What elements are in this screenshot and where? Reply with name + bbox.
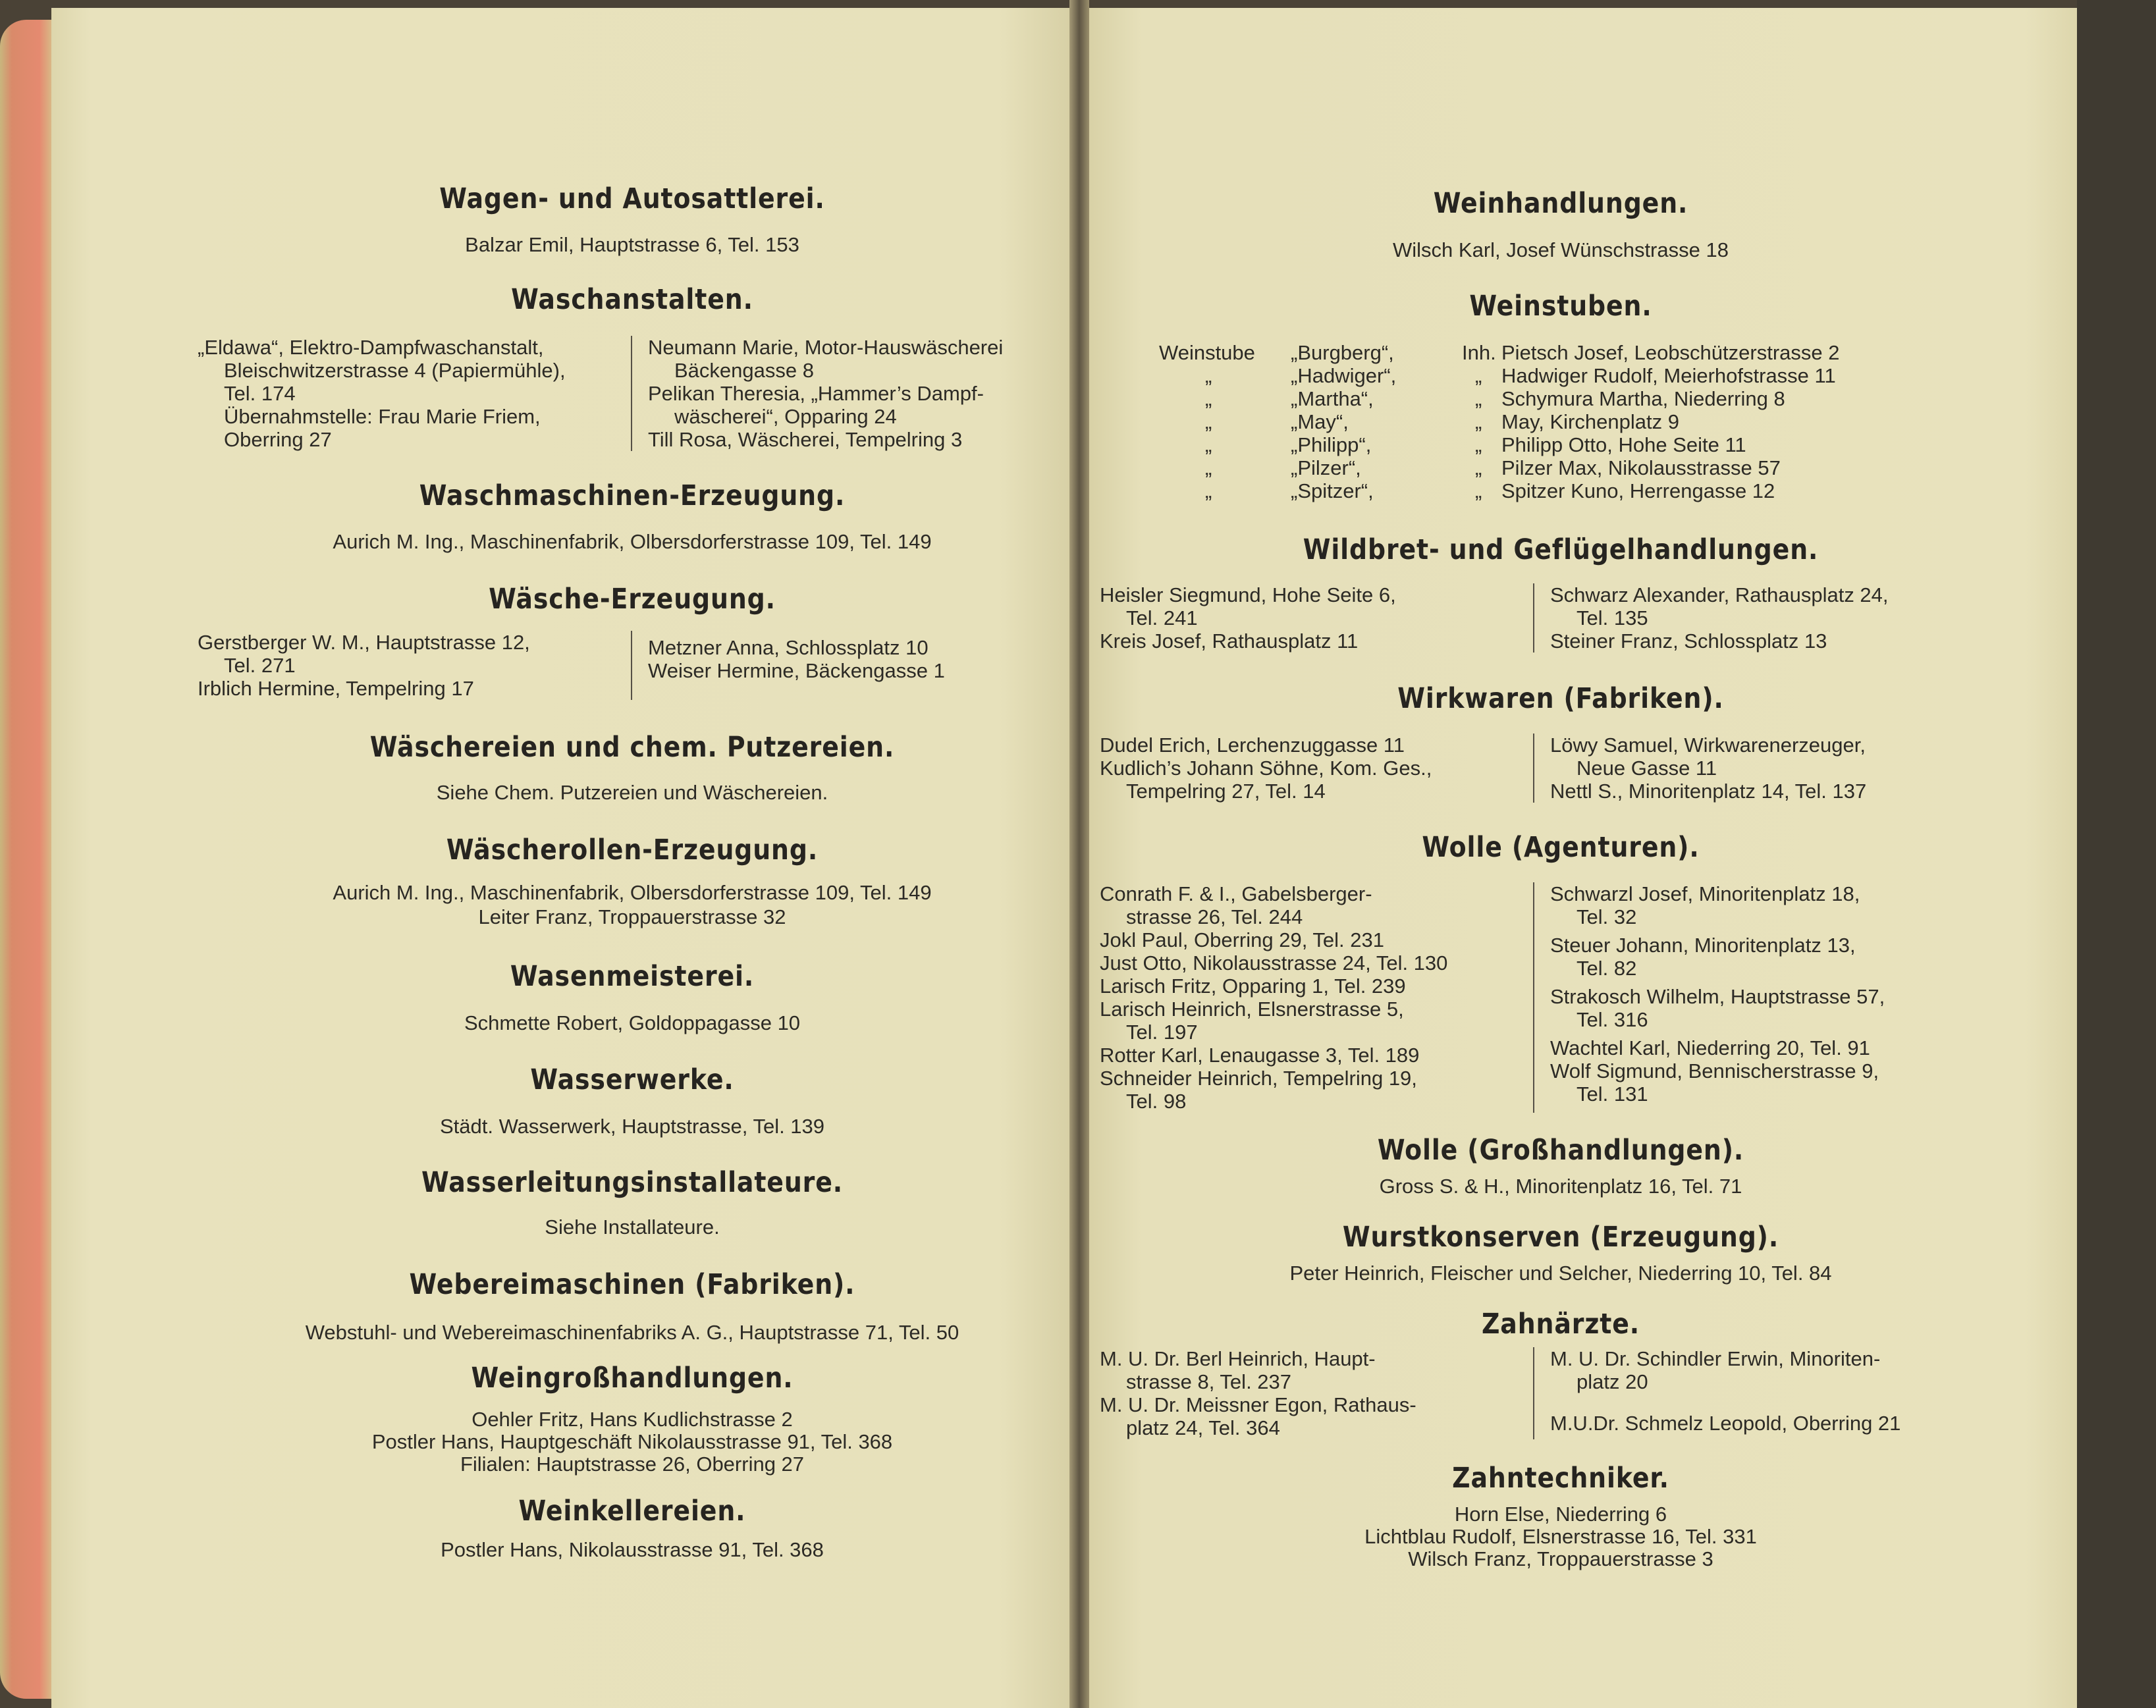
list-col-2 bbox=[1534, 583, 1969, 653]
entry-type: „ bbox=[1205, 387, 1212, 410]
wine-bar-list bbox=[1159, 341, 1839, 502]
section-title: Wasserleitungsinstallateure. bbox=[421, 1166, 844, 1199]
entry-line: Wilsch Karl, Josef Wünschstrasse 18 bbox=[1393, 238, 1729, 261]
entry-owner-label: „ bbox=[1475, 410, 1482, 433]
list-col-1 bbox=[1100, 1347, 1534, 1439]
entry-line: „Eldawa“, Elektro-Dampfwaschanstalt, bbox=[198, 336, 544, 359]
list-col-2 bbox=[632, 336, 1067, 451]
entry-line: Larisch Fritz, Opparing 1, Tel. 239 bbox=[1100, 974, 1406, 998]
section-title: Wildbret- und Geflügelhandlungen. bbox=[1303, 533, 1819, 566]
entry-line: Tel. 135 bbox=[1577, 606, 1648, 629]
entry-line: M. U. Dr. Meissner Egon, Rathaus- bbox=[1100, 1393, 1416, 1416]
entry-line: strasse 8, Tel. 237 bbox=[1126, 1370, 1292, 1393]
section-title: Weinhandlungen. bbox=[1433, 187, 1688, 220]
entry-type: Weinstube bbox=[1159, 341, 1255, 364]
entry-line: Tel. 174 bbox=[224, 382, 296, 405]
entry-line: Lichtblau Rudolf, Elsnerstrasse 16, Tel. 331 bbox=[1364, 1525, 1757, 1548]
entry-line: Wilsch Franz, Troppauerstrasse 3 bbox=[1408, 1547, 1713, 1570]
entry-line: M. U. Dr. Schindler Erwin, Minoriten- bbox=[1550, 1347, 1881, 1370]
section-title: Wäschereien und chem. Putzereien. bbox=[369, 731, 895, 764]
entry-line: Schneider Heinrich, Tempelring 19, bbox=[1100, 1067, 1417, 1090]
entry-line: M.U.Dr. Schmelz Leopold, Oberring 21 bbox=[1550, 1412, 1901, 1435]
list-item bbox=[1159, 479, 1839, 502]
two-column-list bbox=[1100, 1347, 1969, 1439]
list-item bbox=[1159, 456, 1839, 479]
entry-line: Webstuhl- und Webereimaschinenfabriks A. G., Hauptstrasse 71, Tel. 50 bbox=[305, 1321, 959, 1344]
entry-line: Schmette Robert, Goldoppagasse 10 bbox=[464, 1011, 801, 1034]
entry-line: Postler Hans, Hauptgeschäft Nikolausstrasse 91, Tel. 368 bbox=[371, 1430, 893, 1453]
entry-line: Irblich Hermine, Tempelring 17 bbox=[198, 677, 474, 700]
entry-line: Schwarzl Josef, Minoritenplatz 18, bbox=[1550, 882, 1860, 905]
entry-owner: Schymura Martha, Niederring 8 bbox=[1501, 387, 1785, 410]
entry-line: Tempelring 27, Tel. 14 bbox=[1126, 780, 1326, 803]
entry-type: „ bbox=[1205, 433, 1212, 456]
list-item bbox=[1159, 410, 1839, 433]
entry-line: Filialen: Hauptstrasse 26, Oberring 27 bbox=[460, 1453, 805, 1476]
list-item bbox=[1159, 364, 1839, 387]
entry-owner-label: „ bbox=[1475, 479, 1482, 502]
entry-line: Kreis Josef, Rathausplatz 11 bbox=[1100, 629, 1359, 653]
entry-line: Steiner Franz, Schlossplatz 13 bbox=[1550, 629, 1827, 653]
entry-line: Kudlich’s Johann Söhne, Kom. Ges., bbox=[1100, 757, 1432, 780]
section-title: Wagen- und Autosattlerei. bbox=[439, 182, 825, 215]
entry-owner: Pietsch Josef, Leobschützerstrasse 2 bbox=[1501, 341, 1840, 364]
entry-line: Peter Heinrich, Fleischer und Selcher, Niederring 10, Tel. 84 bbox=[1289, 1262, 1832, 1285]
entry-owner-label: Inh. bbox=[1462, 341, 1496, 364]
entry-line: Weiser Hermine, Bäckengasse 1 bbox=[648, 659, 945, 682]
entry-line: Steuer Johann, Minoritenplatz 13, bbox=[1550, 934, 1856, 957]
list-col-1 bbox=[198, 336, 632, 451]
two-column-list bbox=[1100, 882, 1969, 1113]
entry-line: Bleischwitzerstrasse 4 (Papiermühle), bbox=[224, 359, 566, 382]
section-title: Weinstuben. bbox=[1469, 290, 1652, 323]
entry-owner: Philipp Otto, Hohe Seite 11 bbox=[1501, 433, 1746, 456]
entry-line: Larisch Heinrich, Elsnerstrasse 5, bbox=[1100, 998, 1404, 1021]
two-column-list bbox=[1100, 734, 1969, 803]
section-title: Wäsche-Erzeugung. bbox=[489, 583, 776, 616]
book-gutter bbox=[1069, 0, 1089, 1708]
entry-line: Aurich M. Ing., Maschinenfabrik, Olbersdorferstrasse 109, Tel. 149 bbox=[333, 530, 932, 553]
entry-name: „Philipp“, bbox=[1291, 433, 1372, 456]
entry-line: Siehe Chem. Putzereien und Wäschereien. bbox=[436, 781, 828, 804]
entry-line: Conrath F. & I., Gabelsberger- bbox=[1100, 882, 1372, 905]
list-col-2 bbox=[1534, 1347, 1969, 1439]
entry-line: Jokl Paul, Oberring 29, Tel. 231 bbox=[1100, 928, 1384, 951]
entry-name: „Martha“, bbox=[1291, 387, 1374, 410]
list-item bbox=[1159, 387, 1839, 410]
entry-line: Heisler Siegmund, Hohe Seite 6, bbox=[1100, 583, 1396, 606]
entry-line: Tel. 82 bbox=[1577, 957, 1637, 980]
entry-line: Tel. 241 bbox=[1126, 606, 1198, 629]
list-col-1 bbox=[1100, 583, 1534, 653]
entry-type: „ bbox=[1205, 479, 1212, 502]
section-title: Wasserwerke. bbox=[530, 1063, 734, 1096]
list-col-1 bbox=[198, 631, 632, 700]
entry-owner: Spitzer Kuno, Herrengasse 12 bbox=[1501, 479, 1775, 502]
entry-owner-label: „ bbox=[1475, 433, 1482, 456]
section-title: Wurstkonserven (Erzeugung). bbox=[1342, 1221, 1779, 1254]
list-col-2 bbox=[632, 631, 1067, 700]
entry-owner: May, Kirchenplatz 9 bbox=[1501, 410, 1679, 433]
entry-line: Oehler Fritz, Hans Kudlichstrasse 2 bbox=[472, 1408, 793, 1431]
list-item bbox=[1159, 433, 1839, 456]
entry-line: Tel. 32 bbox=[1577, 905, 1637, 928]
entry-line: Neue Gasse 11 bbox=[1577, 757, 1717, 780]
background bbox=[2077, 0, 2156, 1708]
section-title: Webereimaschinen (Fabriken). bbox=[409, 1268, 855, 1301]
entry-line: platz 20 bbox=[1577, 1370, 1648, 1393]
entry-line: Neumann Marie, Motor-Hauswäscherei bbox=[648, 336, 1004, 359]
list-col-1 bbox=[1100, 734, 1534, 803]
entry-owner: Pilzer Max, Nikolausstrasse 57 bbox=[1501, 456, 1781, 479]
list-col-2 bbox=[1534, 734, 1969, 803]
entry-owner-label: „ bbox=[1475, 387, 1482, 410]
entry-line: Leiter Franz, Troppauerstrasse 32 bbox=[478, 905, 786, 928]
entry-line: Gerstberger W. M., Hauptstrasse 12, bbox=[198, 631, 530, 654]
entry-line: strasse 26, Tel. 244 bbox=[1126, 905, 1303, 928]
entry-name: „Pilzer“, bbox=[1291, 456, 1361, 479]
two-column-list bbox=[198, 336, 1067, 451]
two-column-list bbox=[1100, 583, 1969, 653]
entry-line: Aurich M. Ing., Maschinenfabrik, Olbersdorferstrasse 109, Tel. 149 bbox=[333, 881, 932, 904]
entry-name: „Hadwiger“, bbox=[1291, 364, 1397, 387]
entry-line: Gross S. & H., Minoritenplatz 16, Tel. 71 bbox=[1379, 1175, 1742, 1198]
two-column-list bbox=[198, 631, 1067, 700]
entry-line: Balzar Emil, Hauptstrasse 6, Tel. 153 bbox=[465, 233, 799, 256]
entry-line: Oberring 27 bbox=[224, 428, 332, 451]
entry-line: Tel. 316 bbox=[1577, 1008, 1648, 1031]
entry-line: Tel. 131 bbox=[1577, 1082, 1648, 1106]
entry-owner: Hadwiger Rudolf, Meierhofstrasse 11 bbox=[1501, 364, 1836, 387]
entry-line: Rotter Karl, Lenaugasse 3, Tel. 189 bbox=[1100, 1044, 1420, 1067]
entry-line: Just Otto, Nikolausstrasse 24, Tel. 130 bbox=[1100, 951, 1448, 974]
entry-line: Till Rosa, Wäscherei, Tempelring 3 bbox=[648, 428, 963, 451]
entry-line: Tel. 197 bbox=[1126, 1021, 1198, 1044]
entry-line: Siehe Installateure. bbox=[545, 1215, 720, 1239]
entry-line: Schwarz Alexander, Rathausplatz 24, bbox=[1550, 583, 1889, 606]
list-col-2 bbox=[1534, 882, 1969, 1113]
section-title: Wolle (Großhandlungen). bbox=[1377, 1134, 1744, 1167]
entry-line: Pelikan Theresia, „Hammer’s Dampf- bbox=[648, 382, 984, 405]
entry-line: Städt. Wasserwerk, Hauptstrasse, Tel. 139 bbox=[439, 1115, 825, 1138]
entry-line: Dudel Erich, Lerchenzuggasse 11 bbox=[1100, 734, 1405, 757]
section-title: Wasenmeisterei. bbox=[510, 960, 755, 993]
entry-line: wäscherei“, Opparing 24 bbox=[674, 405, 897, 428]
section-title: Waschmaschinen-Erzeugung. bbox=[419, 479, 846, 512]
section-title: Zahnärzte. bbox=[1481, 1308, 1640, 1341]
section-title: Weingroßhandlungen. bbox=[471, 1362, 794, 1395]
entry-line: Strakosch Wilhelm, Hauptstrasse 57, bbox=[1550, 985, 1885, 1008]
section-title: Wolle (Agenturen). bbox=[1422, 831, 1700, 864]
section-title: Zahntechniker. bbox=[1452, 1462, 1669, 1495]
section-title: Waschanstalten. bbox=[511, 283, 753, 316]
entry-name: „Spitzer“, bbox=[1291, 479, 1374, 502]
entry-line: Wachtel Karl, Niederring 20, Tel. 91 bbox=[1550, 1036, 1870, 1059]
section-title: Wäscherollen-Erzeugung. bbox=[446, 834, 819, 867]
entry-line: Wolf Sigmund, Bennischerstrasse 9, bbox=[1550, 1059, 1879, 1082]
entry-line: Übernahmstelle: Frau Marie Friem, bbox=[224, 405, 541, 428]
entry-line: Löwy Samuel, Wirkwarenerzeuger, bbox=[1550, 734, 1866, 757]
entry-line: platz 24, Tel. 364 bbox=[1126, 1416, 1280, 1439]
entry-owner-label: „ bbox=[1475, 456, 1482, 479]
page-edge bbox=[0, 20, 51, 1699]
entry-name: „Burgberg“, bbox=[1291, 341, 1394, 364]
entry-owner-label: „ bbox=[1475, 364, 1482, 387]
section-title: Weinkellereien. bbox=[518, 1495, 746, 1528]
entry-type: „ bbox=[1205, 364, 1212, 387]
list-col-1 bbox=[1100, 882, 1534, 1113]
entry-line: Tel. 98 bbox=[1126, 1090, 1187, 1113]
entry-line: Postler Hans, Nikolausstrasse 91, Tel. 368 bbox=[441, 1538, 824, 1561]
entry-type: „ bbox=[1205, 410, 1212, 433]
entry-name: „May“, bbox=[1291, 410, 1349, 433]
entry-type: „ bbox=[1205, 456, 1212, 479]
entry-line: M. U. Dr. Berl Heinrich, Haupt- bbox=[1100, 1347, 1376, 1370]
entry-line: Nettl S., Minoritenplatz 14, Tel. 137 bbox=[1550, 780, 1867, 803]
section-title: Wirkwaren (Fabriken). bbox=[1397, 682, 1724, 715]
entry-line: Horn Else, Niederring 6 bbox=[1454, 1503, 1667, 1526]
entry-line: Metzner Anna, Schlossplatz 10 bbox=[648, 636, 929, 659]
list-item bbox=[1159, 341, 1839, 364]
entry-line: Tel. 271 bbox=[224, 654, 296, 677]
entry-line: Bäckengasse 8 bbox=[674, 359, 814, 382]
